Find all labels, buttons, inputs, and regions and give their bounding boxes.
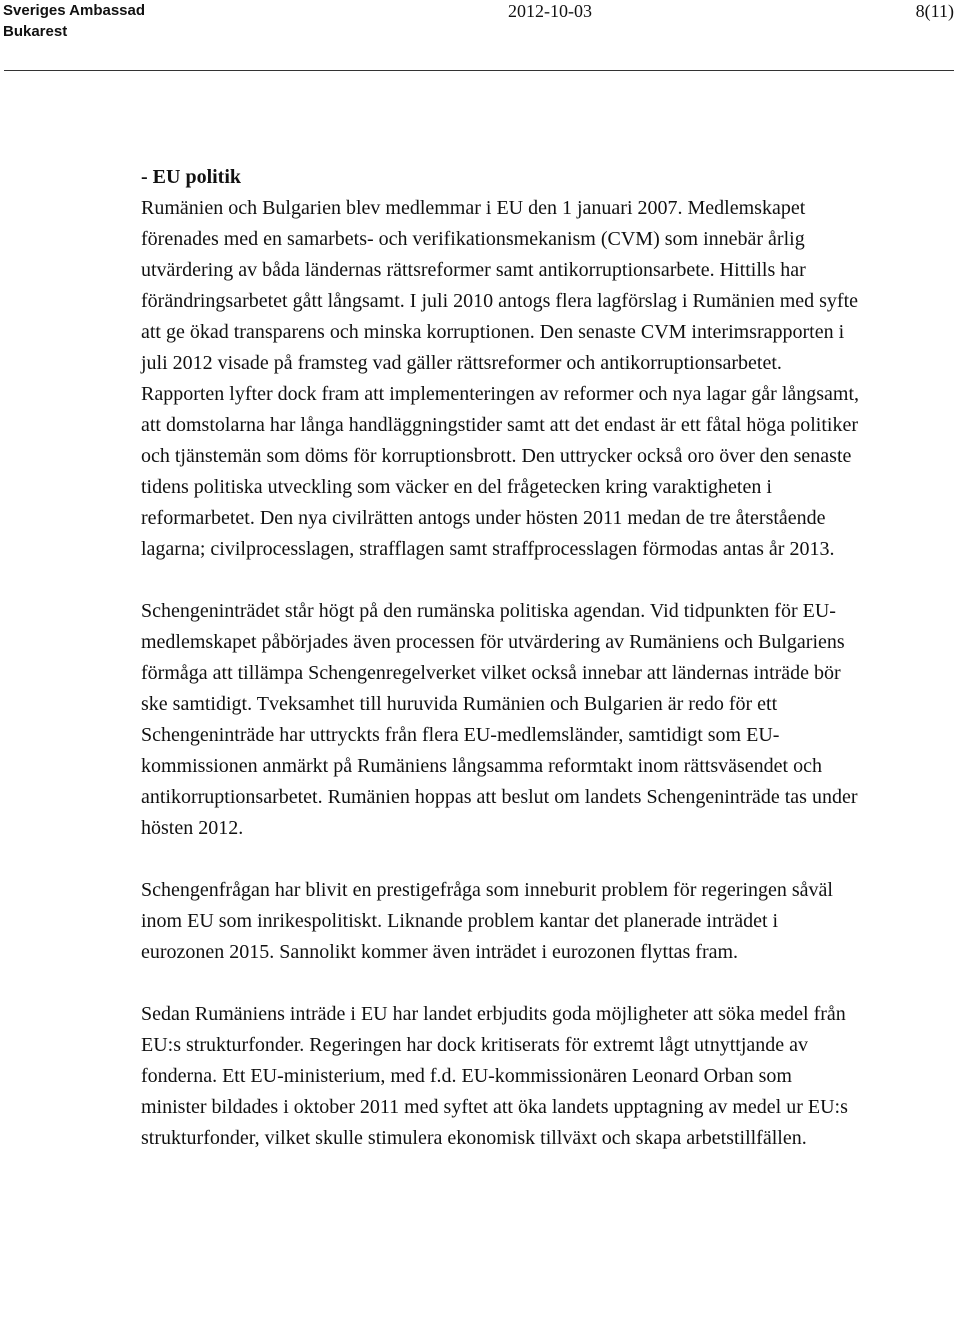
paragraph-eu-politics <box>141 162 861 565</box>
paragraph-text: Schengeninträdet står högt på den rumänska politiska agendan. Vid tidpunkten för EU-medlemskapet påbörjades även processen för utvärdering av Rumäniens och Bulgariens förmåga att tillämpa Schengenregelverket vilket också innebar att ländernas inträde bör ske samtidigt. Tveksamhet till huruvida Rumänien och Bulgarien är redo för ett Schengeninträde har uttryckts från flera EU-medlemsländer, samtidigt som EU-kommissionen anmärkt på Rumäniens långsamma reformtakt inom rättsväsendet och antikorruptionsarbetet. Rumänien hoppas att beslut om landets Schengeninträde tas under hösten 2012. <box>141 600 858 839</box>
document-body <box>141 162 861 1154</box>
sender-location: Bukarest <box>3 23 68 40</box>
page-number: 8(11) <box>915 1 954 21</box>
page-header <box>0 0 960 72</box>
paragraph-text: Schengenfrågan har blivit en prestigefråga som inneburit problem för regeringen såväl inom EU som inrikespolitiskt. Liknande problem kantar det planerade inträdet i eurozonen 2015. Sannolikt kommer även inträdet i eurozonen flyttas fram. <box>141 879 833 963</box>
document-date: 2012-10-03 <box>508 1 592 21</box>
paragraph-text: Sedan Rumäniens inträde i EU har landet erbjudits goda möjligheter att söka medel från EU:s strukturfonder. Regeringen har dock kritiserats för extremt lågt utnyttjande av fonderna. Ett EU-ministerium, med f.d. EU-kommissionären Leonard Orban som minister bildades i oktober 2011 med syftet att öka landets upptagning av medel ur EU:s strukturfonder, vilket skulle stimulera ekonomisk tillväxt och skapa arbetstillfällen. <box>141 1003 848 1149</box>
sender-name: Sveriges Ambassad <box>3 2 146 19</box>
paragraph-text: Rumänien och Bulgarien blev medlemmar i EU den 1 januari 2007. Medlemskapet förenades med en samarbets- och verifikationsmekanism (CVM) som innebär årlig utvärdering av båda ländernas rättsreformer samt antikorruptionsarbete. Hittills har förändringsarbetet gått långsamt. I juli 2010 antogs flera lagförslag i Rumänien med syfte att ge ökad transparens och minska korruptionen. Den senaste CVM interimsrapporten i juli 2012 visade på framsteg vad gäller rättsreformer och antikorruptionsarbetet. Rapporten lyfter dock fram att implementeringen av reformer och nya lagar går långsamt, att domstolarna har långa handläggningstider samt att det endast är ett fåtal höga politiker och tjänstemän som döms för korruptionsbrott. Den uttrycker också oro över den senaste tidens politiska utveckling som väcker en del frågetecken kring varaktigheten i reformarbetet. Den nya civilrätten antogs under hösten 2011 medan de tre återstående lagarna; civilprocesslagen, strafflagen samt straffprocesslagen förmodas antas år 2013. <box>141 197 860 560</box>
paragraph-structural-funds <box>141 999 861 1154</box>
header-divider <box>4 70 954 71</box>
paragraph-prestige <box>141 875 861 968</box>
section-heading: - EU politik <box>141 166 242 188</box>
paragraph-schengen <box>141 596 861 844</box>
sender-block <box>3 0 145 42</box>
